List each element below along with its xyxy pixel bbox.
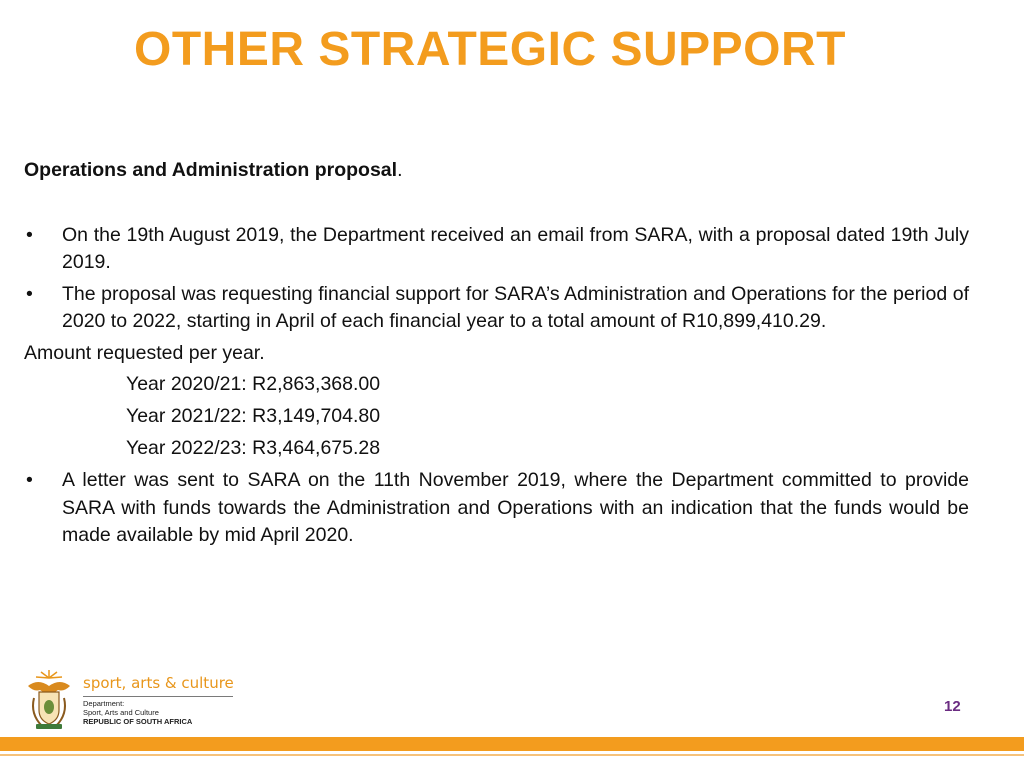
year-amount-item: Year 2021/22: R3,149,704.80 <box>126 405 381 427</box>
department-logo <box>24 668 244 732</box>
slide-title: OTHER STRATEGIC SUPPORT <box>134 23 846 76</box>
bullet-icon: • <box>26 282 33 305</box>
brand-divider <box>83 696 233 697</box>
bullet-text: On the 19th August 2019, the Department received an email from SARA, with a proposal dated 19th July 2019. <box>62 223 969 273</box>
year-amount-item: Year 2022/23: R3,464,675.28 <box>126 437 381 459</box>
brand-name: sport, arts & culture <box>83 674 234 692</box>
list-item <box>24 467 969 550</box>
amount-label: Amount requested per year. <box>24 341 265 364</box>
department-lines <box>83 699 192 726</box>
bullet-text: The proposal was requesting financial support for SARA’s Administration and Operations for the period of 2020 to 2022, starting in April of each financial year to a total amount of R10,899,410.29. <box>62 282 969 332</box>
dept-line-3: REPUBLIC OF SOUTH AFRICA <box>83 717 193 726</box>
bullet-list-final <box>24 467 969 550</box>
slide-content <box>24 157 969 554</box>
bullet-list <box>24 222 969 336</box>
section-heading-bold: Operations and Administration proposal <box>24 159 398 181</box>
year-amount-item: Year 2020/21: R2,863,368.00 <box>126 373 381 395</box>
section-heading-suffix: . <box>397 159 403 181</box>
list-item <box>24 281 969 336</box>
footer-bar <box>0 737 1024 751</box>
year-amount-list <box>24 371 969 463</box>
bullet-icon: • <box>26 469 33 491</box>
section-heading <box>24 157 969 185</box>
list-item <box>24 222 969 277</box>
coat-of-arms-icon <box>24 668 74 732</box>
bullet-icon: • <box>26 223 33 246</box>
dept-line-1: Department: <box>83 699 125 708</box>
page-number: 12 <box>944 698 961 715</box>
bullet-text: A letter was sent to SARA on the 11th November 2019, where the Department committed to provide SARA with funds towards the Administration and Operations with an indication that the funds would be made available by mid April 2020. <box>62 469 969 546</box>
footer-bar-thin <box>0 754 1024 756</box>
dept-line-2: Sport, Arts and Culture <box>83 708 159 717</box>
